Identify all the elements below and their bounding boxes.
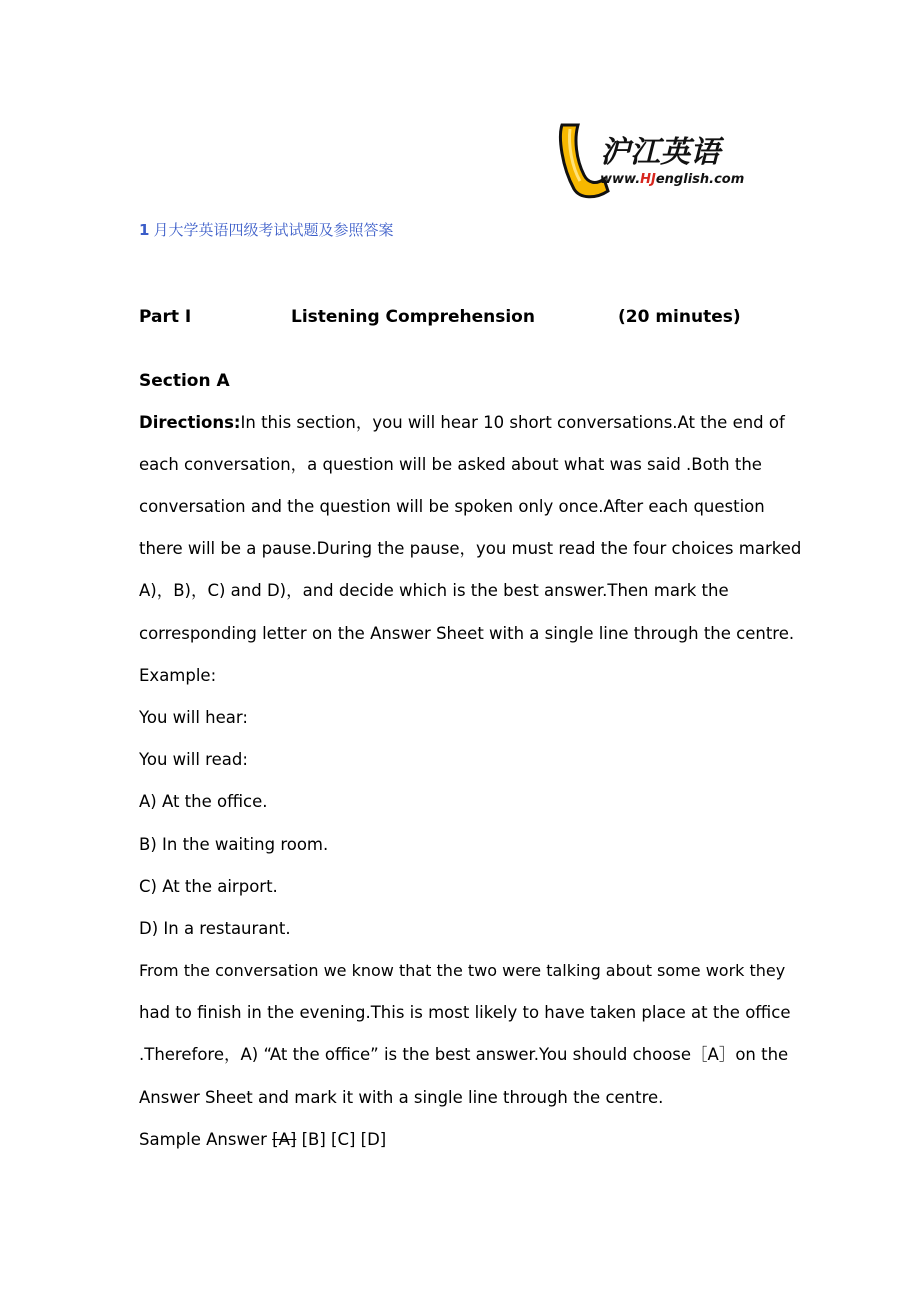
section-title: Section A: [139, 371, 230, 391]
example-label: Example:: [139, 666, 217, 685]
you-will-hear: You will hear:: [139, 708, 248, 727]
logo-chinese-text: 沪江英语: [600, 135, 720, 170]
choice-c: C) At the airport.: [139, 877, 278, 896]
explanation-line: From the conversation we know that the two were talking about some work they: [139, 961, 786, 980]
directions-line: [139, 413, 785, 433]
explanation-line: Answer Sheet and mark it with a single line through the centre.: [139, 1088, 664, 1107]
document-title: [139, 219, 393, 240]
logo-graphic: [556, 117, 778, 201]
title-text: 月大学英语四级考试试题及参照答案: [153, 221, 394, 239]
directions-line: A)，B)，C) and D)，and decide which is the best answer.Then mark the: [139, 581, 729, 600]
directions-line: there will be a pause.During the pause，you must read the four choices marked: [139, 539, 802, 558]
logo-url-text: www.HJenglish.com: [600, 172, 745, 187]
title-number: 1: [139, 221, 150, 239]
sample-answer-others: [B] [C] [D]: [301, 1130, 387, 1149]
part-label: Part I: [139, 307, 192, 327]
part-time: (20 minutes): [618, 307, 741, 327]
explanation-line: had to finish in the evening.This is most likely to have taken place at the office: [139, 1003, 791, 1022]
sample-answer-marked: [A]: [272, 1130, 297, 1149]
directions-line: conversation and the question will be spoken only once.After each question: [139, 497, 765, 516]
directions-label: Directions:: [139, 413, 241, 432]
directions-line: each conversation，a question will be asked about what was said .Both the: [139, 455, 762, 474]
sample-answer: [139, 1130, 386, 1150]
choice-d: D) In a restaurant.: [139, 919, 291, 938]
directions-line: corresponding letter on the Answer Sheet with a single line through the centre.: [139, 624, 795, 643]
choice-a: A) At the office.: [139, 792, 268, 811]
you-will-read: You will read:: [139, 750, 248, 769]
sample-answer-label: Sample Answer: [139, 1130, 267, 1149]
explanation-line: .Therefore，A) “At the office” is the best answer.You should choose［A］on the: [139, 1045, 789, 1064]
choice-b: B) In the waiting room.: [139, 835, 329, 854]
directions-text: In this section，you will hear 10 short conversations.At the end of: [240, 413, 785, 432]
hjenglish-logo: [556, 117, 778, 201]
part-name: Listening Comprehension: [291, 307, 535, 327]
